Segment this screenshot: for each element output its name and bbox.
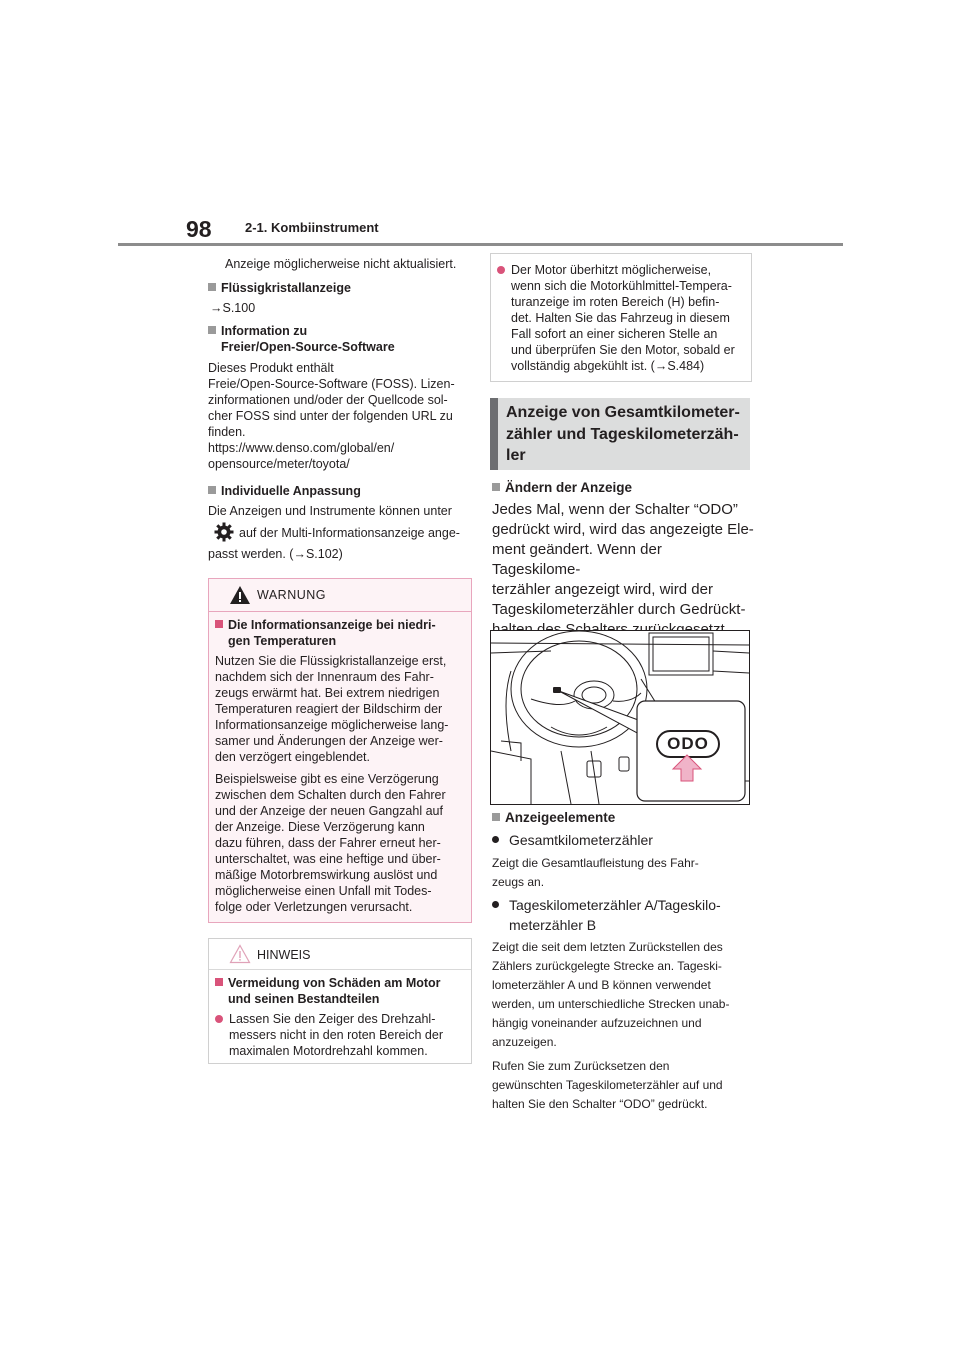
warning-box <box>208 578 472 923</box>
square-bullet-icon <box>208 486 216 494</box>
square-bullet-icon <box>208 326 216 334</box>
foss-url[interactable]: https://www.denso.com/global/en/ opensource/meter/toyota/ <box>208 441 395 471</box>
custom-p1: Die Anzeigen und Instrumente können unter <box>208 504 452 518</box>
change-paragraph: Jedes Mal, wenn der Schalter “ODO” gedrückt wird, wird das angezeigte Ele- ment geändert. Wenn der Tageskilome- terzähler angezeigt wird, wird der Tageskilometerzähler durch Gedrückt- <box>492 501 754 618</box>
hint-bullet: Lassen Sie den Zeiger des Drehzahl- messers nicht in den roten Bereich der maximalen Motordrehzahl kommen. <box>215 1011 467 1059</box>
round-bullet-icon <box>492 901 499 908</box>
dashboard-drawing <box>491 631 749 804</box>
square-bullet-icon <box>215 620 223 628</box>
foss-heading: Information zu Freier/Open-Source-Software <box>208 323 395 355</box>
item2-text: Zeigt die seit dem letzten Zurückstellen des Zählers zurückgelegte Strecke an. Tageski- lometerzähler A und B können verwendet werden, um unterschiedliche Strecken unab- hängig voneinander aufzuzeichnen und anzuzeigen. <box>492 940 730 1049</box>
warning-header <box>209 579 471 612</box>
section-heading-box <box>490 398 750 470</box>
custom-p2: auf der Multi-Informationsanzeige ange- <box>239 526 460 540</box>
round-bullet-icon <box>492 836 499 843</box>
lcd-heading: Flüssigkristallanzeige <box>208 280 351 296</box>
gear-icon <box>214 522 234 542</box>
lcd-ref: →S.100 <box>210 301 256 315</box>
elements-heading: Anzeigeelemente <box>492 810 615 826</box>
round-bullet-icon <box>497 266 505 274</box>
hint-box <box>208 938 472 1064</box>
odo-illustration <box>490 630 750 805</box>
item1-title: Gesamtkilometerzähler <box>492 830 653 850</box>
header-rule <box>118 243 843 246</box>
square-bullet-icon <box>492 483 500 491</box>
warning-triangle-icon <box>229 585 251 605</box>
square-bullet-icon <box>208 283 216 291</box>
square-bullet-icon <box>215 978 223 986</box>
page-number: 98 <box>186 216 212 242</box>
hint-header <box>209 939 471 970</box>
odo-button: ODO <box>667 734 709 753</box>
note-bullet: Der Motor überhitzt möglicherweise, wenn sich die Motorkühlmittel-Tempera- turanzeige im roten Bereich (H) befin- det. Halten Sie das Fahrzeug in diesem Fall sofort an einer sicheren Stelle an und überprüfen Sie den Motor, sobald er vollständig abgekühlt ist. (→S.484) <box>497 262 745 374</box>
foss-paragraph: Dieses Produkt enthält Freie/Open-Source-Software (FOSS). Lizen- zinformationen und/oder der Quellcode sol- cher FOSS sind unter der folgenden URL zu finden. <box>208 361 455 439</box>
reset-text: Rufen Sie zum Zurücksetzen den gewünschten Tageskilometerzähler auf und halten Sie den Schalter “ODO” gedrückt. <box>492 1059 723 1111</box>
warning-heading: Die Informationsanzeige bei niedri- gen Temperaturen <box>215 617 436 649</box>
round-bullet-icon <box>215 1015 223 1023</box>
section-heading-bar <box>490 398 498 470</box>
custom-p3: passt werden. (→S.102) <box>208 547 343 561</box>
note-box <box>490 253 752 382</box>
hint-heading: Vermeidung von Schäden am Motor und seinen Bestandteilen <box>215 975 441 1007</box>
caution-triangle-icon <box>229 944 251 964</box>
custom-heading: Individuelle Anpassung <box>208 483 361 499</box>
item2-title: Tageskilometerzähler A/Tageskilo- meterzähler B <box>492 895 721 935</box>
hint-title: HINWEIS <box>257 948 311 962</box>
item1-text: Zeigt die Gesamtlaufleistung des Fahr- zeugs an. <box>492 856 699 889</box>
section-title: Anzeige von Gesamtkilometer- zähler und Tageskilometerzäh- ler <box>506 404 740 464</box>
warning-paragraph-2: Beispielsweise gibt es eine Verzögerung zwischen dem Schalten durch den Fahrer und der Anzeige der neuen Gangzahl auf der Anzeige. Diese Verzögerung kann dazu führen, dass der Fahrer erneut her- unterschaltet, was eine heftige und über- mäßige Motorbremswirkung auslöst und möglicherweise einen Unfall mit Todes- folge oder Verletzungen verursacht. <box>215 772 446 914</box>
intro-line: Anzeige möglicherweise nicht aktualisiert. <box>225 257 457 271</box>
square-bullet-icon <box>492 813 500 821</box>
warning-paragraph-1: Nutzen Sie die Flüssigkristallanzeige erst, nachdem sich der Innenraum des Fahr- zeugs erwärmt hat. Bei extrem niedrigen Temperaturen reagiert der Bildschirm der Informationsanzeige möglicherweise lang- samer und Änderungen der Anzeige wer- den verzögert eingeblendet. <box>215 654 449 764</box>
warning-title: WARNUNG <box>257 588 327 602</box>
chapter-title: 2-1. Kombiinstrument <box>245 220 379 235</box>
change-heading: Ändern der Anzeige <box>492 480 632 496</box>
